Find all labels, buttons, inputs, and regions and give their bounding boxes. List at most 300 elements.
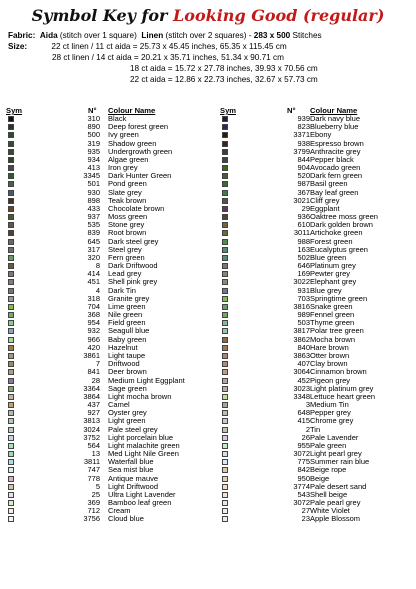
colour-name: Beige [310, 473, 330, 483]
symbol-swatch-icon [8, 500, 14, 506]
colour-name: Basil green [310, 179, 348, 189]
symbol-swatch-icon [222, 165, 228, 171]
thread-number: 898 [87, 195, 100, 205]
symbol-swatch-icon [8, 467, 14, 473]
thread-number: 703 [297, 293, 310, 303]
thread-number: 5 [95, 481, 100, 491]
colour-name: Teak brown [108, 195, 147, 205]
thread-number: 163 [297, 244, 310, 254]
colour-name: Hare brown [310, 342, 349, 352]
symbol-swatch-icon [222, 443, 228, 449]
symbol-swatch-icon [222, 141, 228, 147]
colour-name: Steel grey [108, 244, 142, 254]
thread-number: 169 [297, 269, 310, 279]
colour-name: Bamboo leaf green [108, 498, 172, 508]
thread-number: 932 [87, 326, 100, 336]
symbol-swatch-icon [222, 418, 228, 424]
colour-name: Ultra Light Lavender [108, 489, 176, 499]
thread-number: 3811 [83, 457, 100, 467]
linen-label: Linen [141, 31, 164, 40]
thread-number: 437 [87, 400, 100, 410]
colour-name: Polar tree green [310, 326, 364, 336]
thread-number: 3863 [293, 350, 310, 360]
thread-number: 368 [87, 310, 100, 320]
colour-name: Lead grey [108, 269, 142, 279]
header-number: N° [88, 106, 97, 115]
thread-number: 3064 [293, 367, 310, 377]
fabric-line [8, 31, 322, 41]
thread-number: 646 [297, 261, 310, 271]
colour-name: Chocolate brown [108, 203, 165, 213]
thread-number: 535 [87, 220, 100, 230]
colour-name: Seagull blue [108, 326, 150, 336]
thread-number: 939 [297, 114, 310, 123]
colour-name: Pond green [108, 179, 147, 189]
symbol-swatch-icon [8, 312, 14, 318]
symbol-swatch-icon [222, 345, 228, 351]
colour-name: Otter brown [310, 350, 350, 360]
thread-number: 931 [297, 285, 310, 295]
colour-name: Dark Hunter Green [108, 171, 172, 181]
thread-number: 930 [87, 187, 100, 197]
thread-number: 369 [87, 498, 100, 508]
thread-number: 320 [87, 252, 100, 262]
symbol-swatch-icon [222, 516, 228, 522]
colour-name: Pepper black [310, 154, 354, 164]
symbol-swatch-icon [222, 320, 228, 326]
colour-name: Nile green [108, 310, 143, 320]
symbol-swatch-icon [8, 345, 14, 351]
thread-number: 500 [87, 130, 100, 140]
symbol-swatch-icon [8, 361, 14, 367]
symbol-swatch-icon [222, 124, 228, 130]
colour-name: Iron grey [108, 163, 138, 173]
thread-number: 3864 [83, 391, 100, 401]
symbol-swatch-icon [222, 451, 228, 457]
symbol-swatch-icon [222, 467, 228, 473]
thread-number: 319 [87, 138, 100, 148]
thread-number: 3345 [83, 171, 100, 181]
thread-number: 310 [87, 114, 100, 123]
symbol-swatch-icon [222, 149, 228, 155]
symbol-swatch-icon [8, 296, 14, 302]
colour-name: Fern green [108, 252, 145, 262]
colour-name: Antique mauve [108, 473, 159, 483]
colour-name: Clay brown [310, 359, 348, 369]
symbol-swatch-icon [8, 328, 14, 334]
thread-number: 3023 [293, 383, 310, 393]
thread-number: 3799 [293, 146, 310, 156]
symbol-swatch-icon [222, 435, 228, 441]
colour-name: Platinum grey [310, 261, 356, 271]
colour-name: Cinnamon brown [310, 367, 367, 377]
symbol-swatch-icon [8, 369, 14, 375]
linen-note: (stitch over 2 squares) - [165, 31, 252, 40]
colour-name: Dark navy blue [310, 114, 361, 123]
symbol-swatch-icon [8, 181, 14, 187]
symbol-swatch-icon [8, 263, 14, 269]
header-sym: Sym [220, 106, 237, 115]
colour-name: Chrome grey [310, 416, 354, 426]
thread-number: 543 [297, 489, 310, 499]
colour-name: Deer brown [108, 367, 147, 377]
symbol-swatch-icon [8, 116, 14, 122]
thread-number: 938 [297, 138, 310, 148]
thread-number: 2 [305, 424, 310, 434]
colour-name: Pepper grey [310, 408, 351, 418]
colour-name: Dark steel grey [108, 236, 159, 246]
thread-number: 840 [297, 342, 310, 352]
symbol-swatch-icon [222, 459, 228, 465]
thread-number: 433 [87, 203, 100, 213]
thread-number: 936 [297, 212, 310, 222]
thread-number: 317 [87, 244, 100, 254]
symbol-swatch-icon [222, 484, 228, 490]
colour-name: Hazelnut [108, 342, 138, 352]
thread-number: 318 [87, 293, 100, 303]
symbol-swatch-icon [222, 288, 228, 294]
symbol-swatch-icon [8, 378, 14, 384]
page-title [0, 6, 416, 25]
colour-name: Sea mist blue [108, 465, 154, 475]
thread-number: 3756 [83, 514, 100, 524]
title-prefix: Symbol Key for [31, 6, 168, 25]
thread-number: 927 [87, 408, 100, 418]
thread-number: 502 [297, 252, 310, 262]
symbol-swatch-icon [222, 116, 228, 122]
colour-name: Anthracite grey [310, 146, 361, 156]
symbol-swatch-icon [222, 263, 228, 269]
symbol-swatch-icon [8, 484, 14, 490]
thread-number: 842 [297, 465, 310, 475]
symbol-swatch-icon [8, 386, 14, 392]
colour-name: Pale pearl grey [310, 498, 361, 508]
thread-number: 645 [87, 236, 100, 246]
symbol-swatch-icon [8, 149, 14, 155]
colour-name: Blue grey [310, 285, 342, 295]
symbol-swatch-icon [222, 190, 228, 196]
stitch-count: 283 x 500 [253, 31, 291, 40]
colour-name: Cream [108, 506, 131, 516]
thread-number: 3371 [293, 130, 310, 140]
thread-number: 950 [297, 473, 310, 483]
thread-number: 503 [297, 318, 310, 328]
symbol-swatch-icon [8, 337, 14, 343]
colour-name: Light taupe [108, 350, 146, 360]
colour-name: Pale green [310, 440, 347, 450]
colour-name: Field green [108, 318, 146, 328]
aida-note: (stitch over 1 square) [59, 31, 137, 40]
symbol-swatch-icon [222, 239, 228, 245]
symbol-swatch-icon [222, 214, 228, 220]
colour-name: Forest green [310, 236, 353, 246]
symbol-swatch-icon [8, 141, 14, 147]
thread-number: 520 [297, 171, 310, 181]
thread-number: 28 [91, 375, 100, 385]
symbol-swatch-icon [8, 435, 14, 441]
colour-name: Eggplant [310, 203, 340, 213]
header-colour: Colour Name [108, 106, 156, 115]
symbol-swatch-icon [8, 410, 14, 416]
symbol-swatch-icon [8, 288, 14, 294]
symbol-swatch-icon [222, 247, 228, 253]
colour-name: Sage green [108, 383, 147, 393]
colour-name: Medium Tin [310, 400, 349, 410]
thread-number: 704 [87, 301, 100, 311]
symbol-swatch-icon [222, 173, 228, 179]
symbol-swatch-icon [8, 516, 14, 522]
thread-number: 844 [297, 154, 310, 164]
thread-number: 3348 [293, 391, 310, 401]
symbol-swatch-icon [222, 394, 228, 400]
symbol-swatch-icon [8, 230, 14, 236]
symbol-swatch-icon [222, 304, 228, 310]
colour-name: Undergrowth green [108, 146, 173, 156]
size-line [52, 53, 284, 63]
symbol-swatch-icon [222, 361, 228, 367]
size-text: 18 ct aida = 15.72 x 27.78 inches, 39.93 x 70.56 cm [130, 64, 318, 73]
symbol-swatch-icon [8, 476, 14, 482]
colour-name: Blueberry blue [310, 122, 359, 132]
symbol-swatch-icon [222, 279, 228, 285]
thread-number: 4 [95, 285, 100, 295]
thread-number: 3011 [293, 228, 310, 238]
symbol-swatch-icon [8, 427, 14, 433]
colour-name: Algae green [108, 154, 149, 164]
symbol-swatch-icon [8, 214, 14, 220]
colour-name: Blue green [310, 252, 347, 262]
thread-number: 3813 [83, 416, 100, 426]
colour-name: Slate grey [108, 187, 142, 197]
symbol-swatch-icon [8, 173, 14, 179]
symbol-swatch-icon [222, 508, 228, 514]
colour-name: Shell pink grey [108, 277, 158, 287]
symbol-swatch-icon [222, 198, 228, 204]
symbol-swatch-icon [8, 353, 14, 359]
symbol-swatch-icon [8, 394, 14, 400]
thread-number: 3364 [83, 383, 100, 393]
colour-name: Ebony [310, 130, 332, 140]
colour-name: Light malachite green [108, 440, 180, 450]
colour-name: Tin [310, 424, 321, 434]
colour-name: Beige rope [310, 465, 347, 475]
symbol-swatch-icon [8, 508, 14, 514]
size-text: 22 ct linen / 11 ct aida = 25.73 x 45.45 inches, 65.35 x 115.45 cm [51, 42, 287, 51]
size-line [130, 75, 318, 85]
thread-number: 3022 [293, 277, 310, 287]
symbol-swatch-icon [222, 378, 228, 384]
colour-name: Root brown [108, 228, 147, 238]
thread-number: 987 [297, 179, 310, 189]
thread-number: 778 [87, 473, 100, 483]
symbol-swatch-icon [222, 427, 228, 433]
thread-number: 935 [87, 146, 100, 156]
symbol-swatch-icon [8, 320, 14, 326]
colour-name: Mocha brown [310, 334, 356, 344]
thread-number: 501 [87, 179, 100, 189]
left-colour-list [8, 115, 208, 524]
colour-name: Light green [108, 416, 146, 426]
thread-number: 420 [87, 342, 100, 352]
thread-number: 989 [297, 310, 310, 320]
colour-name: Deep forest green [108, 122, 169, 132]
fabric-label: Fabric: [8, 31, 36, 40]
size-label: Size: [8, 42, 28, 51]
symbol-swatch-icon [222, 157, 228, 163]
thread-number: 610 [297, 220, 310, 230]
title-pattern-name: Looking Good (regular) [173, 6, 385, 25]
thread-number: 841 [87, 367, 100, 377]
colour-name: Oaktree moss green [310, 212, 378, 222]
symbol-swatch-icon [222, 132, 228, 138]
colour-name: Dark Tin [108, 285, 136, 295]
symbol-swatch-icon [222, 271, 228, 277]
colour-row [222, 515, 412, 523]
colour-name: Baby green [108, 334, 147, 344]
thread-number: 26 [301, 432, 310, 442]
colour-name: Espresso brown [310, 138, 364, 148]
thread-number: 890 [87, 122, 100, 132]
colour-name: Bay leaf green [310, 187, 359, 197]
colour-name: Moss green [108, 212, 148, 222]
stitches-label: Stitches [292, 31, 322, 40]
colour-name: Pale desert sand [310, 481, 367, 491]
thread-number: 23 [301, 514, 310, 524]
thread-number: 414 [87, 269, 100, 279]
symbol-swatch-icon [8, 190, 14, 196]
colour-name: Summer rain blue [310, 457, 370, 467]
thread-number: 3021 [293, 195, 310, 205]
symbol-swatch-icon [8, 451, 14, 457]
thread-number: 564 [87, 440, 100, 450]
thread-number: 934 [87, 154, 100, 164]
colour-name: Snake green [310, 301, 353, 311]
symbol-swatch-icon [8, 198, 14, 204]
thread-number: 712 [87, 506, 100, 516]
symbol-swatch-icon [8, 206, 14, 212]
symbol-swatch-icon [8, 402, 14, 408]
thread-number: 29 [301, 203, 310, 213]
colour-name: Lime green [108, 301, 146, 311]
thread-number: 13 [91, 449, 100, 459]
thread-number: 367 [297, 187, 310, 197]
thread-number: 452 [297, 375, 310, 385]
symbol-swatch-icon [222, 500, 228, 506]
symbol-swatch-icon [222, 206, 228, 212]
thread-number: 407 [297, 359, 310, 369]
colour-name: Lettuce heart green [310, 391, 376, 401]
thread-number: 7 [95, 359, 100, 369]
right-colour-list [222, 115, 412, 524]
symbol-swatch-icon [8, 418, 14, 424]
colour-name: Light Driftwood [108, 481, 159, 491]
symbol-swatch-icon [8, 279, 14, 285]
symbol-swatch-icon [222, 230, 228, 236]
colour-name: Elephant grey [310, 277, 357, 287]
thread-number: 823 [297, 122, 310, 132]
symbol-swatch-icon [222, 296, 228, 302]
aida-label: Aida [39, 31, 58, 40]
symbol-swatch-icon [8, 222, 14, 228]
thread-number: 3072 [293, 449, 310, 459]
symbol-swatch-icon [222, 492, 228, 498]
colour-name: Med Light Nile Green [108, 449, 179, 459]
symbol-swatch-icon [8, 165, 14, 171]
colour-name: Shadow green [108, 138, 157, 148]
symbol-swatch-icon [8, 492, 14, 498]
colour-name: Shell beige [310, 489, 348, 499]
colour-name: White Violet [310, 506, 350, 516]
colour-name: Black [108, 114, 127, 123]
thread-number: 775 [297, 457, 310, 467]
colour-name: Light platinum grey [310, 383, 374, 393]
symbol-swatch-icon [8, 124, 14, 130]
symbol-swatch-icon [222, 312, 228, 318]
thread-number: 8 [95, 261, 100, 271]
thread-number: 966 [87, 334, 100, 344]
symbol-swatch-icon [222, 410, 228, 416]
colour-name: Pigeon grey [310, 375, 351, 385]
thread-number: 27 [301, 506, 310, 516]
symbol-swatch-icon [222, 181, 228, 187]
size-text: 28 ct linen / 14 ct aida = 20.21 x 35.71 inches, 51.34 x 90.71 cm [52, 53, 284, 62]
colour-name: Dark golden brown [310, 220, 373, 230]
thread-number: 25 [91, 489, 100, 499]
symbol-swatch-icon [222, 337, 228, 343]
colour-name: Stone grey [108, 220, 145, 230]
colour-name: Medium Light Eggplant [108, 375, 185, 385]
symbol-swatch-icon [222, 476, 228, 482]
thread-number: 904 [297, 163, 310, 173]
symbol-swatch-icon [8, 271, 14, 277]
colour-name: Light mocha brown [108, 391, 172, 401]
thread-number: 3862 [293, 334, 310, 344]
colour-name: Avocado green [310, 163, 361, 173]
symbol-swatch-icon [222, 328, 228, 334]
symbol-swatch-icon [222, 255, 228, 261]
symbol-swatch-icon [222, 369, 228, 375]
colour-name: Pewter grey [310, 269, 351, 279]
colour-name: Light pearl grey [310, 449, 362, 459]
thread-number: 413 [87, 163, 100, 173]
thread-number: 3024 [83, 424, 100, 434]
symbol-swatch-icon [8, 304, 14, 310]
thread-number: 937 [87, 212, 100, 222]
thread-number: 3774 [293, 481, 310, 491]
colour-name: Camel [108, 400, 130, 410]
colour-name: Driftwood [108, 359, 140, 369]
colour-name: Pale Lavender [310, 432, 359, 442]
symbol-swatch-icon [222, 386, 228, 392]
thread-number: 3 [305, 400, 310, 410]
header-colour: Colour Name [310, 106, 358, 115]
thread-number: 988 [297, 236, 310, 246]
colour-name: Granite grey [108, 293, 150, 303]
colour-name: Eucalyptus green [310, 244, 368, 254]
symbol-swatch-icon [222, 353, 228, 359]
colour-row [8, 515, 208, 523]
thread-number: 3817 [293, 326, 310, 336]
colour-name: Dark fern green [310, 171, 363, 181]
size-line [130, 64, 318, 74]
colour-name: Thyme green [310, 318, 355, 328]
thread-number: 839 [87, 228, 100, 238]
colour-name: Cloud blue [108, 514, 144, 524]
symbol-swatch-icon [8, 443, 14, 449]
colour-name: Ivy green [108, 130, 139, 140]
colour-name: Springtime green [310, 293, 368, 303]
symbol-swatch-icon [8, 239, 14, 245]
